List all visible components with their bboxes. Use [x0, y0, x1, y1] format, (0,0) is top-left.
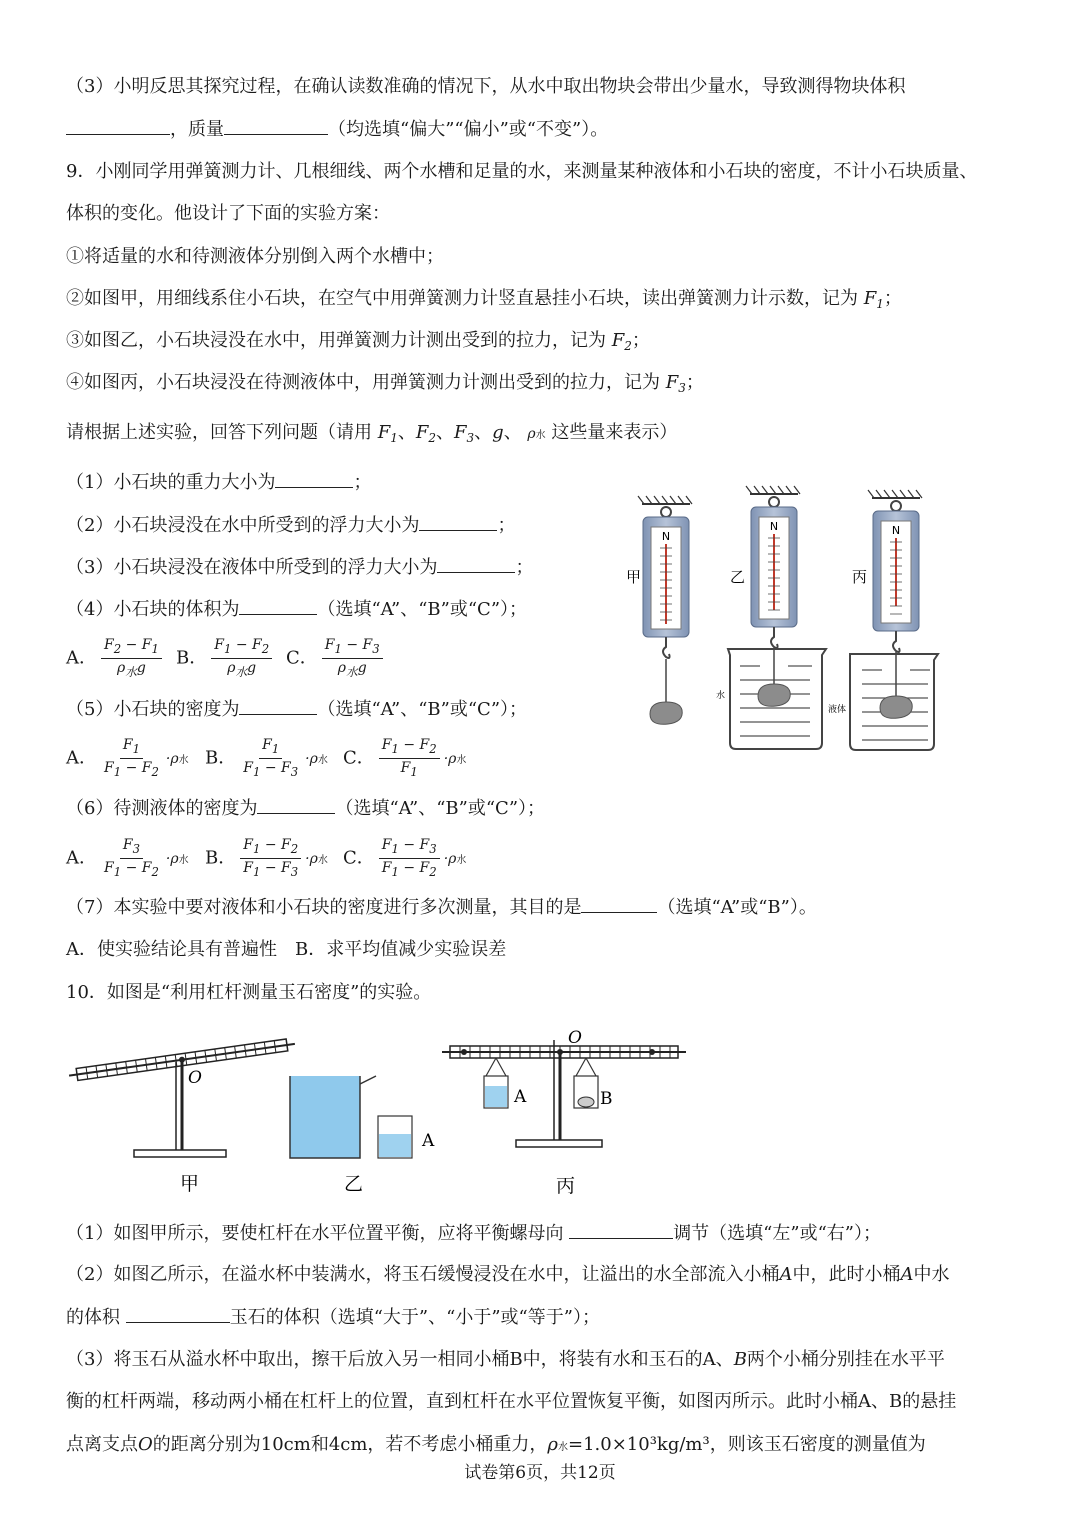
- page-footer: 试卷第6页，共12页: [464, 1463, 616, 1483]
- q8-line3: （3）小明反思其探究过程，在确认读数准确的情况下，从水中取出物块会带出少量水，导致测得物块体积: [66, 76, 906, 97]
- answer-blank[interactable]: [257, 795, 335, 814]
- answer-blank[interactable]: [126, 1304, 230, 1323]
- bucket-b-label-bing: B: [600, 1089, 613, 1109]
- q9-spring-scale-figure: [610, 484, 960, 754]
- q9-ask: 请根据上述实验，回答下列问题（请用 $F_1$、$F_2$、$F_3$、g、 ρ水 这些量来表示）: [66, 422, 678, 445]
- q9-p5: （5）小石块的密度为 （选填“A”、“B”或“C”）；: [66, 696, 527, 723]
- label-jia: 甲: [626, 568, 642, 586]
- label-water: 水: [716, 691, 726, 701]
- bucket-a-label-yi: A: [422, 1131, 435, 1151]
- q9-step-1: ①将适量的水和待测液体分别倒入两个水槽中；: [66, 246, 444, 267]
- q9-p6-option-a: A． $\frac{F_3}{F_1 - F_2}$ ·ρ水: [66, 837, 189, 879]
- answer-blank[interactable]: [239, 596, 317, 615]
- q10-p3: （3）将玉石从溢水杯中取出，擦干后放入另一相同小桶B中，将装有水和玉石的A、B两个小桶分别挂在水平平: [66, 1349, 945, 1370]
- pivot-o-jia: O: [188, 1068, 202, 1088]
- q9-step-4: ④如图丙，小石块浸没在待测液体中，用弹簧测力计测出受到的拉力，记为 $F_3$；: [66, 372, 704, 395]
- q9-intro-1: 9．小刚同学用弹簧测力计、几根细线、两个水槽和足量的水，来测量某种液体和小石块的密度，不计小石块质量、: [66, 161, 978, 182]
- pivot-o-bing: O: [568, 1028, 582, 1048]
- overflow-cup-yi: [290, 1076, 412, 1158]
- q9-intro-2: 体积的变化。他设计了下面的实验方案：: [66, 203, 390, 224]
- lever-jia: [68, 1038, 295, 1157]
- label-yi: 乙: [730, 568, 746, 586]
- answer-blank[interactable]: [66, 116, 170, 135]
- q9-p4-option-b: B． $\frac{F_1 - F_2}{\rho_水g}$: [176, 636, 276, 681]
- svg-text:N: N: [769, 520, 779, 533]
- bucket-a-label-bing: A: [514, 1087, 527, 1107]
- spring-scale-jia: [638, 496, 692, 724]
- spring-scale-bing: [850, 490, 938, 750]
- q9-p1: （1）小石块的重力大小为 ；: [66, 469, 371, 496]
- q10-p3-cont2: 点离支点O的距离分别为10cm和4cm，若不考虑小桶重力，ρ水=1.0×10³kg/m³，则该玉石密度的测量值为: [66, 1434, 926, 1455]
- answer-blank[interactable]: [419, 512, 497, 531]
- q8-line3-cont: ，质量 （均选填“偏大”“偏小”或“不变”）。: [66, 116, 608, 143]
- answer-blank[interactable]: [569, 1220, 673, 1239]
- q9-p7: （7）本实验中要对液体和小石块的密度进行多次测量，其目的是 （选填“A”或“B”）。: [66, 894, 817, 921]
- lever-bing: [442, 1040, 686, 1147]
- q9-p5-option-b: B． $\frac{F_1}{F_1 - F_3}$ ·ρ水: [205, 737, 328, 779]
- q9-p7-options: A．使实验结论具有普遍性 B．求平均值减少实验误差: [66, 939, 507, 960]
- q9-p5-option-a: A． $\frac{F_1}{F_1 - F_2}$ ·ρ水: [66, 737, 189, 779]
- svg-text:N: N: [891, 524, 901, 537]
- svg-text:N: N: [661, 530, 671, 543]
- q9-step-3: ③如图乙，小石块浸没在水中，用弹簧测力计测出受到的拉力，记为 $F_2$；: [66, 330, 650, 353]
- answer-blank[interactable]: [437, 554, 515, 573]
- q9-step-2: ②如图甲，用细线系住小石块，在空气中用弹簧测力计竖直悬挂小石块，读出弹簧测力计示数，记为 $F_1$；: [66, 288, 902, 311]
- q9-p6-option-c: C． $\frac{F_1 - F_3}{F_1 - F_2}$ ·ρ水: [343, 837, 467, 879]
- label-bing: 丙: [852, 568, 868, 586]
- q9-p2: （2）小石块浸没在水中所受到的浮力大小为 ；: [66, 512, 515, 539]
- answer-blank[interactable]: [581, 894, 657, 913]
- answer-blank[interactable]: [275, 469, 353, 488]
- q9-p4-option-c: C． $\frac{F_1 - F_3}{\rho_水g}$: [286, 636, 387, 681]
- q10-p2: （2）如图乙所示，在溢水杯中装满水，将玉石缓慢浸没在水中，让溢出的水全部流入小桶A中，此时小桶A中水: [66, 1264, 950, 1285]
- q10-p2-cont: 的体积 玉石的体积（选填“大于”、“小于”或“等于”）；: [66, 1304, 600, 1331]
- q9-p6-option-b: B． $\frac{F_1 - F_2}{F_1 - F_3}$ ·ρ水: [205, 837, 328, 879]
- label-yi: 乙: [344, 1173, 364, 1195]
- answer-blank[interactable]: [224, 116, 328, 135]
- label-liquid: 液体: [828, 705, 847, 715]
- q9-p4: （4）小石块的体积为 （选填“A”、“B”或“C”）；: [66, 596, 527, 623]
- q9-p3: （3）小石块浸没在液体中所受到的浮力大小为 ；: [66, 554, 533, 581]
- q10-p3-cont: 衡的杠杆两端，移动两小桶在杠杆上的位置，直到杠杆在水平位置恢复平衡，如图丙所示。此时小桶A、B的悬挂: [66, 1391, 957, 1412]
- q10-p1: （1）如图甲所示，要使杠杆在水平位置平衡，应将平衡螺母向 调节（选填“左”或“右”）；: [66, 1220, 881, 1247]
- label-bing: 丙: [556, 1175, 576, 1197]
- answer-blank[interactable]: [239, 696, 317, 715]
- q9-p4-option-a: A． $\frac{F_2 - F_1}{\rho_水g}$: [66, 636, 166, 681]
- q9-p6: （6）待测液体的密度为 （选填“A”、“B”或“C”）；: [66, 795, 545, 822]
- q10-lever-figure: [60, 1020, 700, 1200]
- q10-intro: 10．如图是“利用杠杆测量玉石密度”的实验。: [66, 982, 432, 1003]
- label-jia: 甲: [180, 1173, 200, 1195]
- q9-p5-option-c: C． $\frac{F_1 - F_2}{F_1}$ ·ρ水: [343, 737, 467, 779]
- spring-scale-yi: [728, 486, 826, 749]
